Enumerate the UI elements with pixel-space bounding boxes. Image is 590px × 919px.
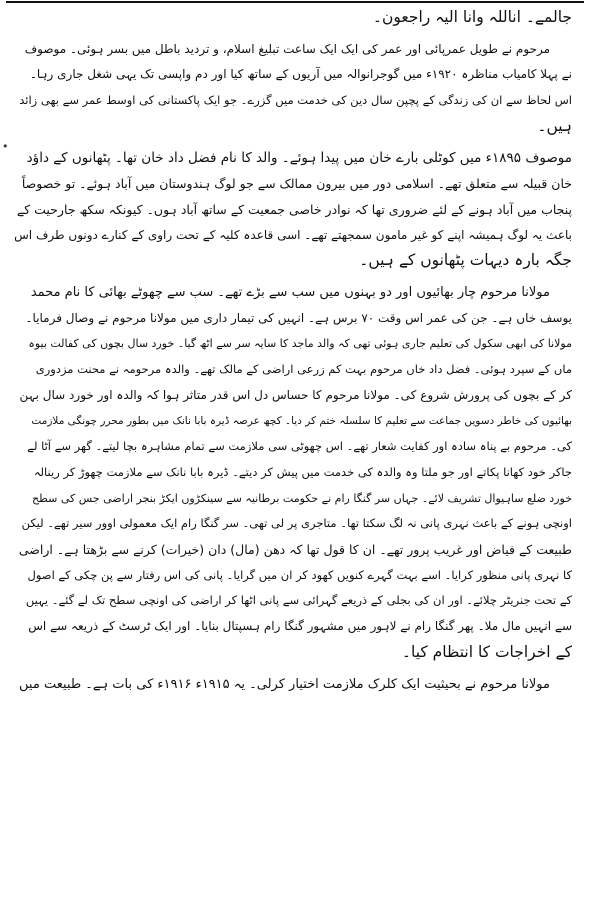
text-line: اونچی ہونے کے باعث نہری پانی نہ لگ سکتا تھا۔ متاجری پر لی تھی۔ سر گنگا رام ایک معمولی اوور سیر تھے۔ لیکن xyxy=(21,516,572,531)
text-line: سے انہیں مال ملا۔ پھر گنگا رام نے لاہور میں مشہور گنگا رام ہسپتال بنایا۔ اور ایک ٹرسٹ کے ذریعہ سے اس xyxy=(28,619,572,634)
text-line: مولانا مرحوم چار بھائیوں اور دو بہنوں میں سب سے بڑے تھے۔ سب سے چھوٹے بھائی کا نام محمد xyxy=(30,285,550,301)
scan-mark: • xyxy=(2,140,9,153)
text-line: کی۔ مرحوم بے پناہ سادہ اور کفایت شعار تھے۔ اس چھوٹی سی ملازمت سے تمام مشاہرہ بچا لیتے۔ گھر سے آٹا لے xyxy=(27,439,572,454)
text-line: جگہ بارہ دیہات پٹھانوں کے ہیں۔ xyxy=(359,251,572,270)
text-line: نے پہلا کامیاب مناظرہ ۱۹۲۰ء میں گوجرانوالہ میں آریوں کے ساتھ کیا اور دم واپسی تک یہی شغل جاری رہا۔ xyxy=(29,67,572,82)
text-line: طبیعت کے فیاض اور غریب پرور تھے۔ ان کا قول تھا کہ دھن (مال) دان (خیرات) کرنے سے بڑھتا ہے۔ اراضی xyxy=(18,542,572,558)
text-line: ماں کے سپرد ہوئی۔ فضل داد خاں مرحوم بہت کم زرعی اراضی کے مالک تھے۔ والدہ مرحومہ نے محنت مزدوری xyxy=(35,362,572,377)
text-line: کا نہری پانی منظور کرایا۔ اسے بہت گہرے کنویں کھود کر ان میں گرایا۔ پانی کی اس رفتار سے پن چکی کے اصول xyxy=(27,567,572,582)
text-line: یوسف خاں ہے۔ جن کی عمر اس وقت ۷۰ برس ہے۔ انہیں کی تیمار داری میں مولانا مرحوم نے وصال فرمایا۔ xyxy=(25,310,572,325)
text-line: موصوف ۱۸۹۵ء میں کوٹلی بارے خان میں پیدا ہوئے۔ والد کا نام فضل داد خان تھا۔ پٹھانوں کے داؤد xyxy=(26,149,572,166)
text-line: بھائیوں کی خاطر دسویں جماعت سے تعلیم کا سلسلہ ختم کر دیا۔ کچھ عرصہ ڈیرہ بابا نانک میں بطور محرر چونگی ملازمت xyxy=(31,414,572,427)
text-line: خورد ضلع ساہیوال تشریف لائے۔ جہاں سر گنگا رام نے حکومت برطانیہ سے سینکڑوں ایکڑ بنجر اراضی جس کی سطح xyxy=(32,491,572,505)
text-line: مرحوم نے طویل عمرپائی اور عمر کی ایک ایک ساعت تبلیغ اسلام، و تردید باطل میں بسر ہوئی۔ موصوف xyxy=(24,41,550,56)
text-line: مولانا کی ابھی سکول کی تعلیم جاری ہوئی تھی کہ والد ماجد کا سایہ سر سے اٹھ گیا۔ خورد سال بچوں کی کفالت بیوہ xyxy=(28,337,572,351)
top-rule xyxy=(6,1,584,3)
text-line: ہیں۔ xyxy=(537,116,572,135)
text-line: خان قبیلہ سے متعلق تھے۔ اسلامی دور میں بیرون ممالک سے جو لوگ ہندوستان میں آباد ہوئے۔ تو خصوصاً xyxy=(21,176,572,192)
body-text xyxy=(14,0,572,697)
text-line: اس لحاظ سے ان کی زندگی کے پچپن سال دین کی خدمت میں گزرے۔ جو ایک پاکستانی کی اوسط عمر سے بھی زائد xyxy=(19,93,572,108)
text-line: جالمے۔ اناللہ وانا الیہ راجعون۔ xyxy=(372,8,572,26)
text-line: باعث یہ لوگ ہمیشہ اپنے کو غیر مامون سمجھتے تھے۔ اسی قاعدہ کلیہ کے تحت راوی کے کنارے دونوں طرف اس xyxy=(14,227,572,242)
text-line: پنجاب میں آباد ہونے کے لئے ضروری تھا کہ نوادر خاصی جمعیت کے ساتھ آباد ہوں۔ کیونکہ سکھ جارحیت کے xyxy=(16,201,572,217)
text-line: کے تحت جنریٹر چلائے۔ اور ان کی بجلی کے ذریعے گہرائی سے پانی اٹھا کر اراضی کی اونچی سطح تک لے گئے۔ یہیں xyxy=(25,593,572,608)
text-line: کر کے بچوں کی پرورش شروع کی۔ مولانا مرحوم کا حساس دل اس قدر متاثر ہوا کہ والدہ اور خورد سال بہن xyxy=(19,387,572,402)
text-line: مولانا مرحوم نے بحیثیت ایک کلرک ملازمت اختیار کرلی۔ یہ ۱۹۱۵ء ۱۹۱۶ء کی بات ہے۔ طبیعت میں xyxy=(19,676,550,692)
text-line: جاکر خود کھانا پکاتے اور جو ملتا وہ والدہ کی خدمت میں پیش کر دیتے۔ ڈیرہ بابا نانک سے ملازمت چھوڑ کر رینالہ xyxy=(33,464,572,479)
text-line: کے اخراجات کا انتظام کیا۔ xyxy=(401,642,572,661)
